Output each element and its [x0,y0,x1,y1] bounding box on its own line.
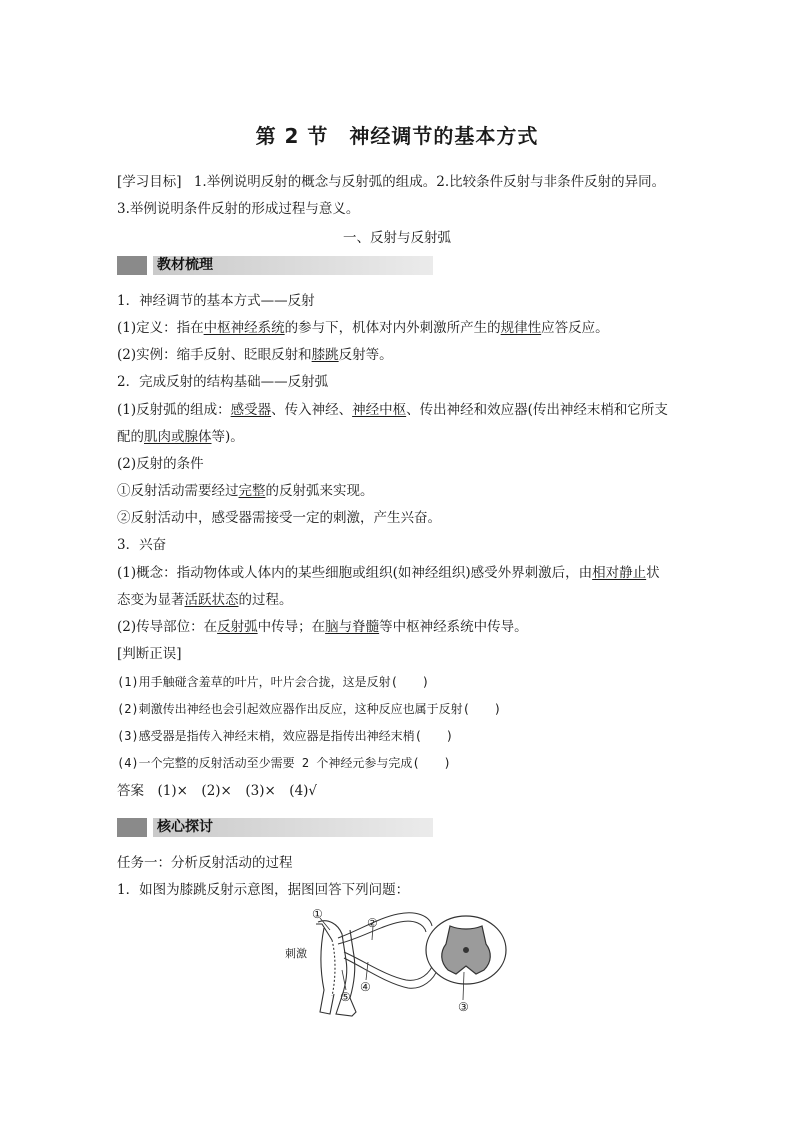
s2-components-cont [117,427,677,447]
marker-5: ⑤ [340,990,351,1004]
s3-site [117,617,677,637]
answer-underline: 肌肉或腺体 [144,429,212,445]
s2-components [117,400,677,420]
s1-definition [117,318,677,338]
text: (2)传导部位：在 [117,619,218,635]
page-title: 第 2 节 神经调节的基本方式 [255,124,539,148]
text: 状 [646,565,660,581]
judge-item-4: (4)一个完整的反射活动至少需要 2 个神经元参与完成( ) [117,756,451,770]
text: ①反射活动需要经过 [117,483,239,499]
answer-underline: 相对静止 [592,565,647,581]
marker-4: ④ [360,980,371,994]
section-band-textbook [117,256,433,275]
objectives-label: [学习目标] [117,174,182,190]
text: (2)实例：缩手反射、眨眼反射和 [117,347,312,363]
band-notch [147,256,153,275]
text: 应答反应。 [541,320,609,336]
marker-1: ① [312,907,323,921]
judge-answer: 答案 (1)× (2)× (3)× (4)√ [117,783,318,799]
task-heading: 任务一：分析反射活动的过程 [117,855,293,871]
spinal-cord [426,916,506,984]
judge-item-3: (3)感受器是指传入神经末梢，效应器是指传出神经末梢( ) [117,729,454,743]
s2-condition-1 [117,481,677,501]
band-notch [147,818,153,837]
judge-item-1: (1)用手触碰含羞草的叶片，叶片会合拢，这是反射( ) [117,675,430,689]
objectives-text-2: 3.举例说明条件反射的形成过程与意义。 [117,201,360,217]
text: (1)定义：指在 [117,320,204,336]
stimulus-label: 刺激 [285,947,307,960]
band-label: 核心探讨 [157,819,213,835]
answer-underline: 活跃状态 [184,592,239,608]
s1-heading: 1．神经调节的基本方式——反射 [117,293,315,309]
answer-underline: 感受器 [230,402,272,418]
text: 等中枢神经系统中传导。 [379,619,528,635]
text: 等)。 [211,429,244,445]
text: (1)概念：指动物体或人体内的某些细胞或组织(如神经组织)感受外界刺激后，由 [117,565,593,581]
s2-heading: 2．完成反射的结构基础——反射弧 [117,374,329,390]
judge-label: [判断正误] [117,646,182,662]
question-1: 1．如图为膝跳反射示意图，据图回答下列问题： [117,882,410,898]
section-heading: 一、反射与反射弧 [343,230,451,246]
answer-underline: 反射弧 [217,619,258,635]
s2-conditions: (2)反射的条件 [117,456,204,472]
section-band-core [117,818,433,837]
learning-objectives-line1 [117,172,677,192]
s3-concept-cont [117,590,677,610]
s3-concept [117,563,677,583]
marker-2: ② [367,916,378,930]
answer-underline: 规律性 [500,320,542,336]
text: 的反射弧来实现。 [265,483,374,499]
text: 态变为显著 [117,592,185,608]
text: 的参与下，机体对内外刺激所产生的 [284,320,501,336]
judge-item-2: (2)刺激传出神经也会引起效应器作出反应，这种反应也属于反射( ) [117,702,502,716]
s1-example [117,345,677,365]
s3-heading: 3．兴奋 [117,537,167,553]
objectives-text-1: 1.举例说明反射的概念与反射弧的组成。2.比较条件反射与非条件反射的异同。 [193,174,666,190]
answer-underline: 中枢神经系统 [203,320,285,336]
answer-underline: 完整 [238,483,266,499]
text: (1)反射弧的组成： [117,402,231,418]
s2-condition-2: ②反射活动中，感受器需接受一定的刺激，产生兴奋。 [117,510,441,526]
marker-3: ③ [458,1000,469,1014]
text: 、传入神经、 [271,402,353,418]
text: 配的 [117,429,144,445]
band-label: 教材梳理 [157,257,213,273]
text: 反射等。 [338,347,393,363]
knee-jerk-reflex-diagram [280,900,520,1025]
text: 、传出神经和效应器(传出神经末梢和它所支 [406,402,668,418]
text: 的过程。 [238,592,293,608]
answer-underline: 脑与脊髓 [325,619,380,635]
answer-underline: 神经中枢 [352,402,407,418]
text: 中传导；在 [257,619,326,635]
answer-underline: 膝跳 [311,347,339,363]
